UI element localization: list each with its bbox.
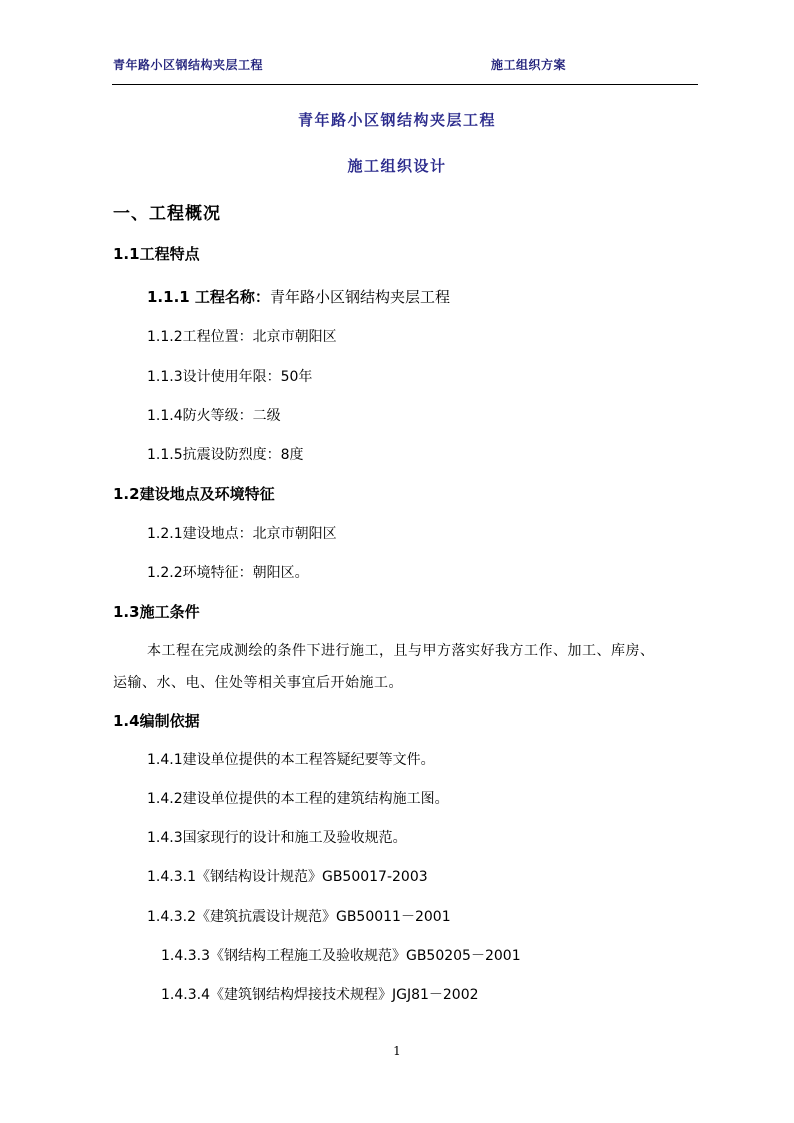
list-item-1-4-3-3: 1.4.3.3《钢结构工程施工及验收规范》GB50205－2001 xyxy=(161,948,521,964)
paragraph-line: 运输、水、电、住处等相关事宜后开始施工。 xyxy=(113,675,403,691)
list-item-1-1-5: 1.1.5抗震设防烈度：8度 xyxy=(147,447,304,463)
list-item-1-4-3-4: 1.4.3.4《建筑钢结构焊接技术规程》JGJ81－2002 xyxy=(161,987,479,1003)
list-item-1-4-3-2: 1.4.3.2《建筑抗震设计规范》GB50011－2001 xyxy=(147,909,451,925)
list-item-1-4-3-1: 1.4.3.1《钢结构设计规范》GB50017-2003 xyxy=(147,869,428,885)
section-heading-1-3: 1.3施工条件 xyxy=(113,603,200,621)
list-item-1-4-3: 1.4.3国家现行的设计和施工及验收规范。 xyxy=(147,830,407,846)
running-header-left: 青年路小区钢结构夹层工程 xyxy=(113,58,264,72)
section-heading-1: 一、工程概况 xyxy=(113,204,221,224)
section-heading-1-4: 1.4编制依据 xyxy=(113,712,200,730)
section-heading-1-2: 1.2建设地点及环境特征 xyxy=(113,485,275,503)
document-title: 青年路小区钢结构夹层工程 xyxy=(297,111,496,129)
paragraph-line: 本工程在完成测绘的条件下进行施工，且与甲方落实好我方工作、加工、库房、 xyxy=(147,643,655,659)
document-subtitle: 施工组织设计 xyxy=(347,157,447,175)
list-item-1-1-4: 1.1.4防火等级：二级 xyxy=(147,408,281,424)
list-item-1-2-1: 1.2.1建设地点：北京市朝阳区 xyxy=(147,526,337,542)
section-heading-1-1: 1.1工程特点 xyxy=(113,245,200,263)
header-divider xyxy=(112,84,698,85)
list-item-1-1-1 xyxy=(147,286,450,307)
list-item-1-1-3: 1.1.3设计使用年限：50年 xyxy=(147,369,313,385)
list-item-1-4-2: 1.4.2建设单位提供的本工程的建筑结构施工图。 xyxy=(147,791,449,807)
list-item-1-4-1: 1.4.1建设单位提供的本工程答疑纪要等文件。 xyxy=(147,752,435,768)
item-value: 青年路小区钢结构夹层工程 xyxy=(269,288,450,306)
page-number: 1 xyxy=(393,1044,401,1058)
list-item-1-1-2: 1.1.2工程位置：北京市朝阳区 xyxy=(147,329,337,345)
item-label: 1.1.1 工程名称： xyxy=(147,288,270,306)
running-header-right: 施工组织方案 xyxy=(491,58,567,72)
list-item-1-2-2: 1.2.2环境特征：朝阳区。 xyxy=(147,565,309,581)
